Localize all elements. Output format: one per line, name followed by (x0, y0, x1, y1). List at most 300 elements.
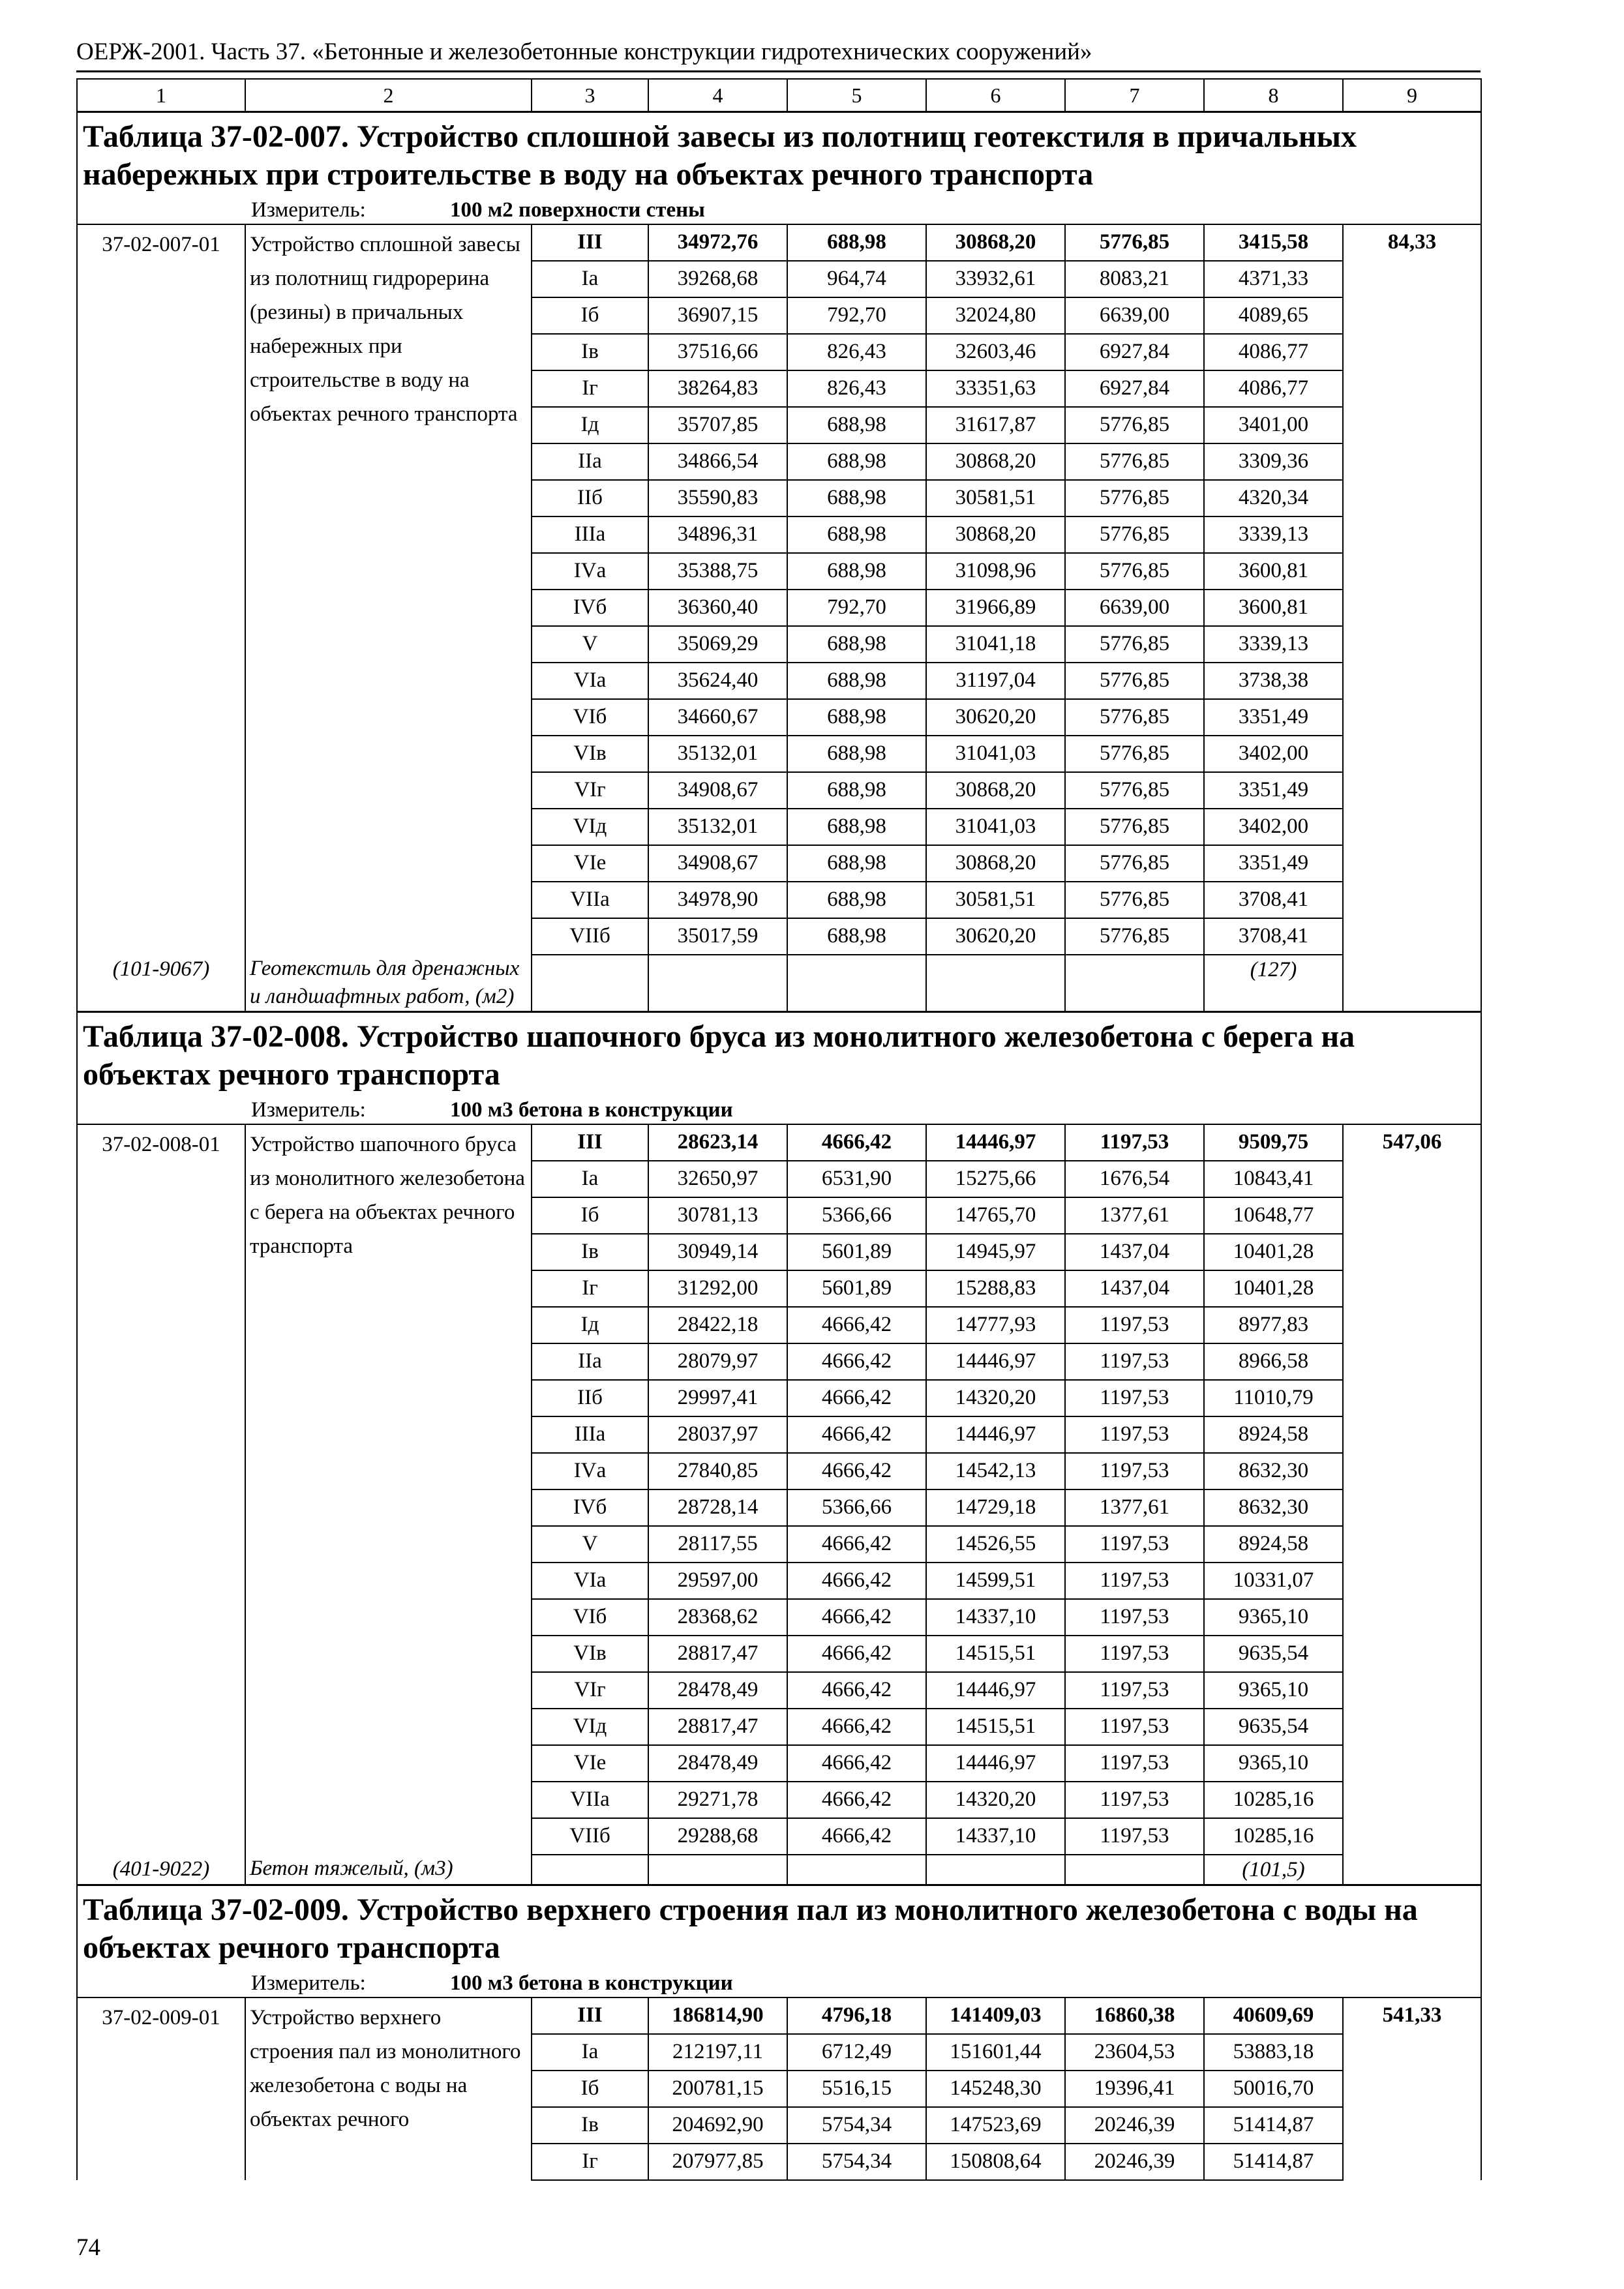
price-cell: 30620,20 (926, 699, 1065, 736)
price-cell: 10648,77 (1204, 1197, 1343, 1234)
price-cell: 141409,03 (926, 1997, 1065, 2034)
price-cell: 1377,61 (1065, 1489, 1204, 1526)
price-cell: 30581,51 (926, 480, 1065, 516)
price-cell: 30949,14 (648, 1234, 787, 1270)
price-cell: 9365,10 (1204, 1672, 1343, 1709)
empty-cell (1343, 1855, 1481, 1885)
price-cell: 27840,85 (648, 1453, 787, 1489)
price-cell: 31041,03 (926, 736, 1065, 772)
price-cell: 8924,58 (1204, 1416, 1343, 1453)
price-cell: 20246,39 (1065, 2107, 1204, 2144)
price-cell: 9365,10 (1204, 1745, 1343, 1782)
price-cell: 5366,66 (787, 1489, 926, 1526)
empty-cell (648, 955, 787, 1012)
price-cell: 28623,14 (648, 1124, 787, 1161)
price-cell: 1197,53 (1065, 1599, 1204, 1636)
price-cell: 14542,13 (926, 1453, 1065, 1489)
material-row (77, 1855, 1481, 1885)
price-cell: 31041,03 (926, 809, 1065, 845)
zone-cell: III (532, 1124, 648, 1161)
table-row (77, 1124, 1481, 1161)
price-cell: 5601,89 (787, 1234, 926, 1270)
price-cell: 207977,85 (648, 2144, 787, 2180)
price-cell: 6639,00 (1065, 297, 1204, 334)
table-row (77, 1997, 1481, 2034)
price-cell: 4666,42 (787, 1636, 926, 1672)
column-number: 1 (77, 79, 245, 112)
table-title: Таблица 37-02-007. Устройство сплошной завесы из полотнищ геотекстиля в причальных набережных при строительстве в воду на объектах речного транспорта (83, 119, 1357, 192)
material-name: Геотекстиль для дренажных и ландшафтных работ, (м2) (245, 955, 532, 1012)
measure-value: 100 м2 поверхности стены (450, 198, 705, 222)
zone-cell: VIд (532, 809, 648, 845)
empty-cell (926, 955, 1065, 1012)
price-cell: 14446,97 (926, 1343, 1065, 1380)
price-cell: 35132,01 (648, 736, 787, 772)
price-cell: 28817,47 (648, 1709, 787, 1745)
price-cell: 3351,49 (1204, 845, 1343, 882)
table-title: Таблица 37-02-008. Устройство шапочного бруса из монолитного железобетона с берега на объектах речного транспорта (83, 1019, 1355, 1092)
price-cell: 10285,16 (1204, 1782, 1343, 1818)
price-cell: 28368,62 (648, 1599, 787, 1636)
empty-cell (532, 955, 648, 1012)
price-cell: 23604,53 (1065, 2034, 1204, 2071)
price-cell: 9509,75 (1204, 1124, 1343, 1161)
price-cell: 4371,33 (1204, 261, 1343, 297)
zone-cell: IVб (532, 1489, 648, 1526)
price-cell: 28817,47 (648, 1636, 787, 1672)
price-cell: 1197,53 (1065, 1563, 1204, 1599)
price-cell: 28037,97 (648, 1416, 787, 1453)
price-cell: 10401,28 (1204, 1234, 1343, 1270)
price-cell: 28728,14 (648, 1489, 787, 1526)
zone-cell: VIг (532, 1672, 648, 1709)
price-cell: 688,98 (787, 224, 926, 261)
price-cell: 5776,85 (1065, 663, 1204, 699)
price-cell: 4666,42 (787, 1818, 926, 1855)
price-cell: 688,98 (787, 736, 926, 772)
price-cell: 4089,65 (1204, 297, 1343, 334)
zone-cell: Iг (532, 370, 648, 407)
price-cell: 30781,13 (648, 1197, 787, 1234)
zone-cell: IIIа (532, 1416, 648, 1453)
zone-cell: IVб (532, 590, 648, 626)
price-cell: 4666,42 (787, 1416, 926, 1453)
price-cell: 37516,66 (648, 334, 787, 370)
zone-cell: IIб (532, 1380, 648, 1416)
price-cell: 1197,53 (1065, 1709, 1204, 1745)
price-cell: 688,98 (787, 663, 926, 699)
material-code: (401-9022) (77, 1855, 245, 1885)
price-cell: 9635,54 (1204, 1709, 1343, 1745)
price-cell: 5754,34 (787, 2144, 926, 2180)
price-cell: 16860,38 (1065, 1997, 1204, 2034)
price-cell: 10401,28 (1204, 1270, 1343, 1307)
price-cell: 4666,42 (787, 1709, 926, 1745)
rate-description: Устройство шапочного бруса из монолитного железобетона с берега на объектах речного транспорта (245, 1124, 532, 1855)
empty-cell (1343, 955, 1481, 1012)
price-cell: 5754,34 (787, 2107, 926, 2144)
column-number: 5 (787, 79, 926, 112)
zone-cell: IIа (532, 443, 648, 480)
zone-cell: IIа (532, 1343, 648, 1380)
price-cell: 1197,53 (1065, 1526, 1204, 1563)
zone-cell: III (532, 224, 648, 261)
price-cell: 32650,97 (648, 1161, 787, 1197)
price-cell: 5776,85 (1065, 516, 1204, 553)
price-cell: 4666,42 (787, 1782, 926, 1818)
price-cell: 5601,89 (787, 1270, 926, 1307)
price-cell: 8083,21 (1065, 261, 1204, 297)
column-number: 9 (1343, 79, 1481, 112)
price-cell: 34908,67 (648, 845, 787, 882)
price-cell: 35132,01 (648, 809, 787, 845)
price-cell: 8966,58 (1204, 1343, 1343, 1380)
material-quantity: (127) (1204, 955, 1343, 1012)
price-cell: 6712,49 (787, 2034, 926, 2071)
price-cell: 6531,90 (787, 1161, 926, 1197)
price-cell: 31041,18 (926, 626, 1065, 663)
price-cell: 4666,42 (787, 1563, 926, 1599)
column-number: 3 (532, 79, 648, 112)
price-cell: 1676,54 (1065, 1161, 1204, 1197)
measure-value: 100 м3 бетона в конструкции (450, 1098, 733, 1122)
rate-code: 37-02-007-01 (77, 224, 245, 955)
zone-cell: VIа (532, 1563, 648, 1599)
price-cell: 3339,13 (1204, 516, 1343, 553)
price-cell: 40609,69 (1204, 1997, 1343, 2034)
zone-cell: VIб (532, 699, 648, 736)
price-cell: 14446,97 (926, 1745, 1065, 1782)
price-cell: 5776,85 (1065, 407, 1204, 443)
price-cell: 28422,18 (648, 1307, 787, 1343)
measure-label: Измеритель: (251, 1971, 366, 1995)
price-cell: 14337,10 (926, 1599, 1065, 1636)
price-cell: 4666,42 (787, 1672, 926, 1709)
empty-cell (926, 1855, 1065, 1885)
price-cell: 5516,15 (787, 2071, 926, 2107)
price-cell: 826,43 (787, 334, 926, 370)
price-cell: 14765,70 (926, 1197, 1065, 1234)
zone-cell: VIв (532, 736, 648, 772)
measure-value: 100 м3 бетона в конструкции (450, 1971, 733, 1995)
price-cell: 28117,55 (648, 1526, 787, 1563)
price-cell: 1197,53 (1065, 1343, 1204, 1380)
price-cell: 14526,55 (926, 1526, 1065, 1563)
labor-cost-cell: 84,33 (1343, 224, 1481, 955)
price-cell: 35388,75 (648, 553, 787, 590)
rate-code: 37-02-008-01 (77, 1124, 245, 1855)
zone-cell: Iв (532, 1234, 648, 1270)
price-cell: 14320,20 (926, 1380, 1065, 1416)
table-heading-cell (77, 112, 1481, 225)
price-cell: 32603,46 (926, 334, 1065, 370)
price-cell: 688,98 (787, 845, 926, 882)
table-row (77, 224, 1481, 261)
price-cell: 1197,53 (1065, 1782, 1204, 1818)
price-cell: 36360,40 (648, 590, 787, 626)
price-cell: 1197,53 (1065, 1307, 1204, 1343)
price-cell: 1197,53 (1065, 1124, 1204, 1161)
price-cell: 1197,53 (1065, 1380, 1204, 1416)
price-cell: 20246,39 (1065, 2144, 1204, 2180)
price-cell: 5776,85 (1065, 626, 1204, 663)
price-cell: 6639,00 (1065, 590, 1204, 626)
price-cell: 204692,90 (648, 2107, 787, 2144)
price-cell: 3401,00 (1204, 407, 1343, 443)
rate-description: Устройство сплошной завесы из полотнищ гидрорерина (резины) в причальных набережных при строительстве в воду на объектах речного транспорта (245, 224, 532, 955)
price-cell: 150808,64 (926, 2144, 1065, 2180)
zone-cell: IIIа (532, 516, 648, 553)
column-number: 6 (926, 79, 1065, 112)
price-cell: 1197,53 (1065, 1636, 1204, 1672)
price-cell: 5776,85 (1065, 772, 1204, 809)
zone-cell: III (532, 1997, 648, 2034)
price-cell: 5776,85 (1065, 918, 1204, 955)
material-row (77, 955, 1481, 1012)
zone-cell: Iг (532, 2144, 648, 2180)
price-cell: 28079,97 (648, 1343, 787, 1380)
price-cell: 688,98 (787, 480, 926, 516)
price-cell: 4086,77 (1204, 370, 1343, 407)
zone-cell: VIIа (532, 882, 648, 918)
zone-cell: IVа (532, 1453, 648, 1489)
price-cell: 30868,20 (926, 443, 1065, 480)
price-cell: 34660,67 (648, 699, 787, 736)
price-cell: 36907,15 (648, 297, 787, 334)
running-header: ОЕРЖ-2001. Часть 37. «Бетонные и железобетонные конструкции гидротехнических сооружений» (76, 38, 1092, 65)
price-cell: 1197,53 (1065, 1818, 1204, 1855)
price-cell: 31197,04 (926, 663, 1065, 699)
zone-cell: Iг (532, 1270, 648, 1307)
zone-cell: Iб (532, 2071, 648, 2107)
price-cell: 31617,87 (926, 407, 1065, 443)
price-cell: 3708,41 (1204, 882, 1343, 918)
rate-code: 37-02-009-01 (77, 1997, 245, 2180)
price-cell: 688,98 (787, 516, 926, 553)
price-cell: 145248,30 (926, 2071, 1065, 2107)
price-cell: 688,98 (787, 443, 926, 480)
price-cell: 6927,84 (1065, 334, 1204, 370)
empty-cell (1065, 1855, 1204, 1885)
zone-cell: VIа (532, 663, 648, 699)
measure-label: Измеритель: (251, 1098, 366, 1122)
price-cell: 34896,31 (648, 516, 787, 553)
zone-cell: IVа (532, 553, 648, 590)
price-cell: 147523,69 (926, 2107, 1065, 2144)
table-title-row (77, 112, 1481, 225)
zone-cell: IIб (532, 480, 648, 516)
column-number: 7 (1065, 79, 1204, 112)
price-cell: 5776,85 (1065, 443, 1204, 480)
price-cell: 35707,85 (648, 407, 787, 443)
column-number-row (77, 79, 1481, 112)
price-cell: 4666,42 (787, 1380, 926, 1416)
price-cell: 5776,85 (1065, 736, 1204, 772)
price-cell: 35069,29 (648, 626, 787, 663)
price-cell: 3309,36 (1204, 443, 1343, 480)
price-cell: 33932,61 (926, 261, 1065, 297)
price-cell: 3600,81 (1204, 590, 1343, 626)
price-cell: 29597,00 (648, 1563, 787, 1599)
price-cell: 4796,18 (787, 1997, 926, 2034)
price-cell: 30868,20 (926, 772, 1065, 809)
price-cell: 4666,42 (787, 1124, 926, 1161)
zone-cell: V (532, 626, 648, 663)
price-cell: 1197,53 (1065, 1453, 1204, 1489)
price-cell: 8632,30 (1204, 1489, 1343, 1526)
price-cell: 688,98 (787, 809, 926, 845)
table-title: Таблица 37-02-009. Устройство верхнего строения пал из монолитного железобетона с воды на объектах речного транспорта (83, 1893, 1418, 1965)
price-cell: 1377,61 (1065, 1197, 1204, 1234)
zone-cell: Iа (532, 1161, 648, 1197)
column-number: 2 (245, 79, 532, 112)
price-cell: 51414,87 (1204, 2144, 1343, 2180)
price-cell: 34978,90 (648, 882, 787, 918)
price-cell: 3351,49 (1204, 699, 1343, 736)
price-cell: 186814,90 (648, 1997, 787, 2034)
page-number: 74 (76, 2234, 100, 2261)
price-cell: 826,43 (787, 370, 926, 407)
zone-cell: VIд (532, 1709, 648, 1745)
zone-cell: V (532, 1526, 648, 1563)
price-cell: 14599,51 (926, 1563, 1065, 1599)
column-number: 4 (648, 79, 787, 112)
price-cell: 35590,83 (648, 480, 787, 516)
empty-cell (1065, 955, 1204, 1012)
price-cell: 3738,38 (1204, 663, 1343, 699)
price-cell: 31292,00 (648, 1270, 787, 1307)
column-number: 8 (1204, 79, 1343, 112)
price-cell: 4666,42 (787, 1453, 926, 1489)
price-cell: 5776,85 (1065, 809, 1204, 845)
zone-cell: VIе (532, 845, 648, 882)
price-cell: 19396,41 (1065, 2071, 1204, 2107)
price-cell: 53883,18 (1204, 2034, 1343, 2071)
price-cell: 3402,00 (1204, 809, 1343, 845)
price-cell: 15275,66 (926, 1161, 1065, 1197)
measure-line (83, 1096, 1475, 1124)
labor-cost-cell: 541,33 (1343, 1997, 1481, 2180)
price-cell: 14515,51 (926, 1636, 1065, 1672)
price-cell: 29997,41 (648, 1380, 787, 1416)
price-cell: 6927,84 (1065, 370, 1204, 407)
price-cell: 5776,85 (1065, 845, 1204, 882)
price-cell: 14515,51 (926, 1709, 1065, 1745)
price-cell: 14777,93 (926, 1307, 1065, 1343)
price-cell: 5776,85 (1065, 553, 1204, 590)
table-heading-cell (77, 1012, 1481, 1125)
price-cell: 3339,13 (1204, 626, 1343, 663)
empty-cell (532, 1855, 648, 1885)
price-cell: 30620,20 (926, 918, 1065, 955)
price-cell: 688,98 (787, 626, 926, 663)
price-cell: 29288,68 (648, 1818, 787, 1855)
price-cell: 792,70 (787, 297, 926, 334)
price-cell: 1437,04 (1065, 1270, 1204, 1307)
price-cell: 11010,79 (1204, 1380, 1343, 1416)
price-cell: 1437,04 (1065, 1234, 1204, 1270)
price-cell: 5776,85 (1065, 224, 1204, 261)
price-cell: 688,98 (787, 882, 926, 918)
price-cell: 51414,87 (1204, 2107, 1343, 2144)
price-cell: 14446,97 (926, 1124, 1065, 1161)
price-cell: 34866,54 (648, 443, 787, 480)
zone-cell: VIIа (532, 1782, 648, 1818)
price-cell: 30868,20 (926, 516, 1065, 553)
empty-cell (648, 1855, 787, 1885)
price-cell: 5776,85 (1065, 699, 1204, 736)
table-heading-cell (77, 1885, 1481, 1998)
zone-cell: Iб (532, 1197, 648, 1234)
price-cell: 28478,49 (648, 1745, 787, 1782)
price-cell: 14446,97 (926, 1416, 1065, 1453)
price-cell: 688,98 (787, 918, 926, 955)
price-cell: 14446,97 (926, 1672, 1065, 1709)
price-cell: 8924,58 (1204, 1526, 1343, 1563)
price-cell: 32024,80 (926, 297, 1065, 334)
price-cell: 15288,83 (926, 1270, 1065, 1307)
measure-line (83, 1969, 1475, 1997)
zone-cell: VIIб (532, 918, 648, 955)
price-cell: 4086,77 (1204, 334, 1343, 370)
zone-cell: VIIб (532, 1818, 648, 1855)
price-cell: 34908,67 (648, 772, 787, 809)
price-cell: 688,98 (787, 772, 926, 809)
material-code: (101-9067) (77, 955, 245, 1012)
price-cell: 29271,78 (648, 1782, 787, 1818)
zone-cell: Iа (532, 2034, 648, 2071)
price-cell: 5776,85 (1065, 480, 1204, 516)
price-cell: 3351,49 (1204, 772, 1343, 809)
price-cell: 35017,59 (648, 918, 787, 955)
price-cell: 4666,42 (787, 1745, 926, 1782)
price-cell: 4320,34 (1204, 480, 1343, 516)
measure-label: Измеритель: (251, 198, 366, 222)
price-cell: 964,74 (787, 261, 926, 297)
zone-cell: Iв (532, 2107, 648, 2144)
zone-cell: Iб (532, 297, 648, 334)
price-cell: 688,98 (787, 407, 926, 443)
zone-cell: VIе (532, 1745, 648, 1782)
price-cell: 3708,41 (1204, 918, 1343, 955)
price-cell: 4666,42 (787, 1307, 926, 1343)
labor-cost-cell: 547,06 (1343, 1124, 1481, 1855)
price-cell: 792,70 (787, 590, 926, 626)
price-cell: 34972,76 (648, 224, 787, 261)
price-cell: 200781,15 (648, 2071, 787, 2107)
price-cell: 33351,63 (926, 370, 1065, 407)
header-rule (76, 70, 1481, 72)
zone-cell: VIб (532, 1599, 648, 1636)
zone-cell: VIв (532, 1636, 648, 1672)
price-cell: 3600,81 (1204, 553, 1343, 590)
price-cell: 31966,89 (926, 590, 1065, 626)
price-cell: 4666,42 (787, 1343, 926, 1380)
price-cell: 1197,53 (1065, 1745, 1204, 1782)
price-cell: 35624,40 (648, 663, 787, 699)
price-cell: 30868,20 (926, 224, 1065, 261)
material-name: Бетон тяжелый, (м3) (245, 1855, 532, 1885)
price-cell: 14320,20 (926, 1782, 1065, 1818)
rate-description: Устройство верхнего строения пал из монолитного железобетона с воды на объектах речного (245, 1997, 532, 2180)
rates-table (76, 78, 1482, 2181)
price-cell: 151601,44 (926, 2034, 1065, 2071)
price-cell: 1197,53 (1065, 1416, 1204, 1453)
zone-cell: Iд (532, 407, 648, 443)
zone-cell: Iв (532, 334, 648, 370)
price-cell: 50016,70 (1204, 2071, 1343, 2107)
price-cell: 28478,49 (648, 1672, 787, 1709)
